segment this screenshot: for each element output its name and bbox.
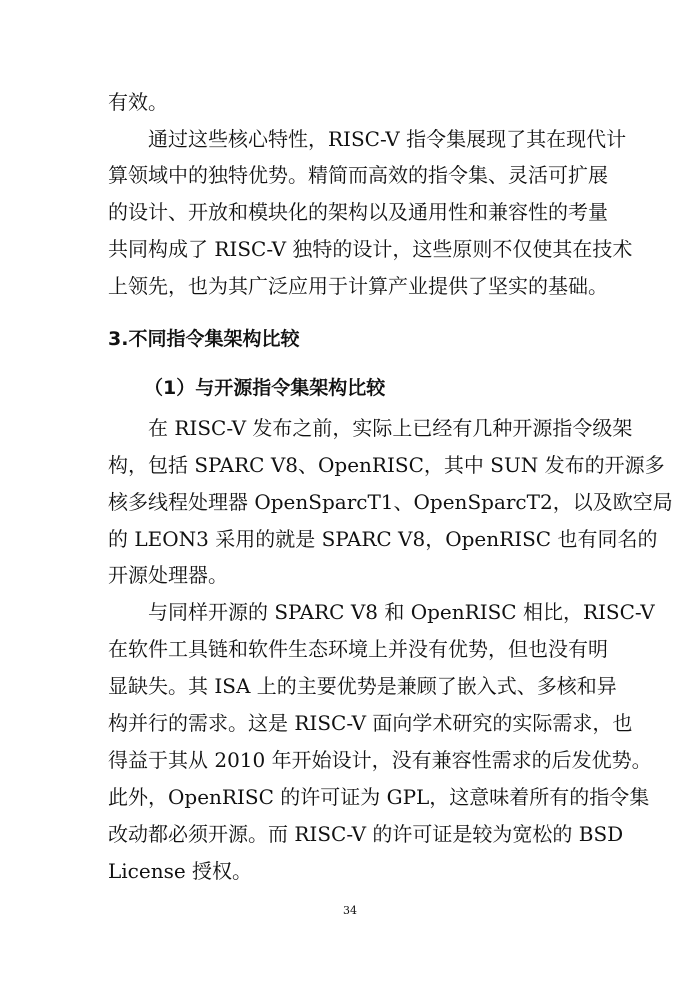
paragraph-line: 共同构成了 RISC-V 独特的设计，这些原则不仅使其在技术 [108,237,633,261]
paragraph-line: 算领域中的独特优势。精简而高效的指令集、灵活可扩展 [108,163,608,187]
paragraph-line: 与同样开源的 SPARC V8 和 OpenRISC 相比，RISC-V [148,600,655,624]
paragraph-line: 上领先，也为其广泛应用于计算产业提供了坚实的基础。 [108,274,608,298]
paragraph-line: 构并行的需求。这是 RISC-V 面向学术研究的实际需求，也 [108,711,633,735]
paragraph-line: 核多线程处理器 OpenSparcT1、OpenSparcT2，以及欧空局 [108,490,673,514]
paragraph-line: 的设计、开放和模块化的架构以及通用性和兼容性的考量 [108,200,608,224]
paragraph-line: 有效。 [108,90,168,114]
page-number: 34 [343,904,357,917]
section-heading: 3.不同指令集架构比较 [108,328,300,350]
paragraph-line: 通过这些核心特性，RISC-V 指令集展现了其在现代计 [148,127,627,151]
paragraph-line: 的 LEON3 采用的就是 SPARC V8，OpenRISC 也有同名的 [108,527,658,551]
paragraph-line: 此外，OpenRISC 的许可证为 GPL，这意味着所有的指令集 [108,785,650,809]
subsection-heading: （1）与开源指令集架构比较 [144,377,386,399]
paragraph-line: License 授权。 [108,859,253,883]
paragraph-line: 构，包括 SPARC V8、OpenRISC，其中 SUN 发布的开源多 [108,453,665,477]
paragraph-line: 在软件工具链和软件生态环境上并没有优势，但也没有明 [108,637,608,661]
paragraph-line: 得益于其从 2010 年开始设计，没有兼容性需求的后发优势。 [108,748,652,772]
paragraph-line: 显缺失。其 ISA 上的主要优势是兼顾了嵌入式、多核和异 [108,674,617,698]
paragraph-line: 开源处理器。 [108,563,228,587]
paragraph-line: 改动都必须开源。而 RISC-V 的许可证是较为宽松的 BSD [108,822,624,846]
paragraph-line: 在 RISC-V 发布之前，实际上已经有几种开源指令级架 [148,416,633,440]
